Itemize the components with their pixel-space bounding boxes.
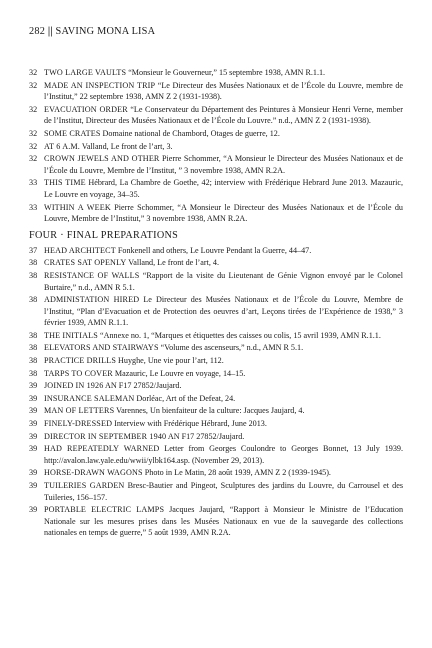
endnote-citation: Huyghe, Une vie pour l’art, 112.	[116, 356, 224, 366]
endnote-keyphrase: CRATES SAT OPENLY	[44, 258, 127, 268]
endnote-citation: “Volume des ascenseurs,” n.d., AMN R 5.1.	[158, 343, 304, 353]
endnote-keyphrase: TUILERIES GARDEN	[44, 481, 125, 490]
endnote-page-number: 33	[29, 178, 38, 188]
endnote-citation: “Le Directeur des Musées Nationaux et de l’École du Louvre, membre de l’Institut,” 22 septembre 1938, AMN Z 2 (1931-1938).	[44, 80, 404, 102]
endnote-citation: Valland, Le front de l’art, 3.	[79, 141, 173, 151]
endnote-keyphrase: MADE AN INSPECTION TRIP	[44, 80, 156, 90]
endnote	[29, 153, 403, 176]
endnote-page-number: 38	[29, 330, 38, 340]
endnote-citation: Fonkenell and others, Le Louvre Pendant la Guerre, 44–47.	[115, 245, 312, 255]
endnote-citation: Letter from Georges Coulondre to Georges Bonnet, 13 July 1939. http://avalon.law.yale.edu/wwii/ylbk164.asp. (November 29, 2013).	[44, 444, 403, 465]
endnote-page-number: 39	[29, 468, 38, 478]
endnote-citation: “Le Conservateur du Département des Peintures à Monsieur Henri Verne, member de l’Institut, Directeur des Musées Nationaux et de l’École du Louvre.” n.d., AMN Z 2 (1931-1938).	[44, 104, 403, 126]
running-header	[29, 26, 155, 37]
endnote-page-number: 38	[29, 356, 38, 366]
endnote	[29, 202, 403, 225]
endnote	[29, 104, 403, 127]
endnote-citation: “Rapport de la visite du Lieutenant de Génie Vignon envoyé par le Colonel Burtaire,” n.d., AMN R 5.1.	[44, 270, 403, 292]
endnote-citation: Varennes, Un bienfaiteur de la culture: Jacques Jaujard, 4.	[114, 406, 305, 416]
endnote-keyphrase: FINELY-DRESSED	[44, 419, 113, 429]
endnote-keyphrase: THE INITIALS	[44, 330, 98, 340]
endnote	[29, 128, 403, 140]
endnote	[29, 393, 403, 405]
endnote-citation: Jacques Jaujard, “Rapport à Monsieur le Ministre de l’Education Nationale sur les mesures prises dans les Musées Nationaux en vue de la sauvegarde des collections nationales en temps de guerre,” 5 août 1939, AMN R.2A.	[44, 505, 404, 538]
endnote-citation: Domaine national de Chambord, Otages de guerre, 12.	[100, 128, 280, 138]
endnote	[29, 467, 403, 479]
endnote-citation: Le Directeur des Musées Nationaux et de l’École du Louvre, Membre de l’Institut, “Plan d’Evacuation et de Protection des oeuvres d’art, Leçons tirées de l’Expérience de 1938,” 3 février 1939, AMN R.1.1.	[44, 295, 403, 328]
endnote-keyphrase: AT 6 A.M.	[44, 141, 80, 151]
endnote-citation: AN F17 27852/Jaujard.	[103, 381, 182, 391]
endnote-page-number: 39	[29, 381, 38, 391]
endnote	[29, 405, 403, 417]
endnote-keyphrase: TWO LARGE VAULTS	[44, 68, 127, 77]
endnote-page-number: 39	[29, 505, 38, 515]
section-dot: ·	[60, 229, 64, 241]
endnote-citation: Mazauric, Le Louvre en voyage, 14–15.	[112, 368, 246, 378]
running-title: SAVING MONA LISA	[55, 26, 156, 37]
endnote-keyphrase: SOME CRATES	[44, 128, 101, 138]
section-title: FINAL PREPARATIONS	[66, 229, 179, 241]
endnote-keyphrase: MAN OF LETTERS	[44, 406, 115, 416]
endnote-page-number: 39	[29, 444, 38, 454]
endnote-citation: Bresc-Bautier and Pingeot, Sculptures des jardins du Louvre, du Carrousel et des Tuileries, 156–157.	[44, 481, 403, 502]
endnote	[29, 270, 403, 293]
header-divider: ||	[47, 26, 53, 37]
endnote-keyphrase: EVACUATION ORDER	[44, 104, 128, 114]
section-number: FOUR	[29, 229, 58, 241]
endnote-page-number: 32	[29, 68, 38, 77]
endnote-keyphrase: INSURANCE SALEMAN	[44, 393, 135, 403]
endnote-page-number: 38	[29, 343, 38, 353]
endnote	[29, 342, 403, 354]
endnote	[29, 257, 403, 269]
endnote	[29, 67, 403, 79]
endnote-keyphrase: ELEVATORS AND STAIRWAYS	[44, 343, 159, 353]
endnote	[29, 80, 403, 103]
endnote	[29, 355, 403, 367]
endnote	[29, 294, 403, 329]
endnote-keyphrase: CROWN JEWELS AND OTHER	[44, 154, 160, 164]
endnote-page-number: 32	[29, 104, 38, 114]
endnote-page-number: 33	[29, 202, 38, 212]
endnote	[29, 480, 403, 503]
endnote	[29, 380, 403, 392]
endnote-page-number: 32	[29, 128, 38, 138]
endnote-keyphrase: WITHIN A WEEK	[44, 202, 111, 212]
endnote	[29, 443, 403, 466]
endnote-keyphrase: HAD REPEATEDLY WARNED	[44, 444, 160, 454]
endnote-citation: “Monsieur le Gouverneur,” 15 septembre 1938, AMN R.1.1.	[126, 68, 326, 77]
endnote	[29, 368, 403, 380]
endnote-citation: Dorléac, Art of the Defeat, 24.	[134, 393, 236, 403]
endnote	[29, 177, 403, 200]
page-number: 282	[29, 26, 46, 37]
endnote-citation: AN F17 27852/Jaujard.	[166, 431, 245, 441]
endnote-page-number: 38	[29, 368, 38, 378]
endnote-page-number: 39	[29, 431, 38, 441]
endnote-page-number: 32	[29, 141, 38, 151]
endnote-citation: Hébrard, La Chambre de Goethe, 42; interview with Frédérique Hebrard June 2013. Mazauric, Le Louvre en voyage, 34–35.	[44, 178, 403, 199]
endnote-page-number: 39	[29, 393, 38, 403]
endnote-keyphrase: TARPS TO COVER	[44, 368, 113, 378]
endnote-keyphrase: JOINED IN 1926	[44, 381, 104, 391]
endnote-keyphrase: PRACTICE DRILLS	[44, 356, 116, 366]
endnote-page-number: 39	[29, 406, 38, 416]
endnotes-group-chapter-four	[29, 245, 403, 539]
section-heading	[29, 230, 403, 241]
endnote-page-number: 32	[29, 80, 38, 90]
endnote-citation: “Annexe no. 1, “Marques et étiquettes des caisses ou colis, 15 avril 1939, AMN R.1.1.	[97, 330, 381, 340]
endnote-keyphrase: THIS TIME	[44, 178, 86, 188]
endnote	[29, 141, 403, 153]
endnotes	[29, 67, 403, 540]
endnote-page-number: 38	[29, 270, 38, 280]
endnote-keyphrase: PORTABLE ELECTRIC LAMPS	[44, 505, 165, 515]
endnote-keyphrase: ADMINISTATION HIRED	[44, 295, 140, 305]
endnote-citation: Photo in Le Matin, 28 août 1939, AMN Z 2 (1939-1945).	[142, 468, 331, 478]
endnote-page-number: 39	[29, 419, 38, 429]
endnote-page-number: 38	[29, 295, 38, 305]
endnote-keyphrase: HEAD ARCHITECT	[44, 245, 116, 255]
endnote	[29, 245, 403, 257]
endnote-keyphrase: RESISTANCE OF WALLS	[44, 270, 140, 280]
endnote	[29, 330, 403, 342]
endnotes-group-chapter-three	[29, 67, 403, 225]
endnote-citation: Interview with Frédérique Hébrard, June 2013.	[112, 419, 267, 429]
endnote-citation: Valland, Le front de l’art, 4.	[126, 258, 219, 268]
endnote-page-number: 39	[29, 481, 38, 490]
endnote-keyphrase: DIRECTOR IN SEPTEMBER 1940	[44, 431, 167, 441]
endnote-citation: Pierre Schommer, “A Monsieur le Directeur des Musées Nationaux et de l’École du Louvre, Membre de l’Institut, ” 3 novembre 1938, AMN R.2A.	[44, 154, 404, 175]
endnote	[29, 504, 403, 539]
endnote	[29, 431, 403, 443]
endnote-page-number: 38	[29, 258, 38, 268]
endnote	[29, 418, 403, 430]
endnote-page-number: 37	[29, 245, 38, 255]
endnote-page-number: 32	[29, 154, 38, 164]
endnote-citation: Pierre Schommer, “A Monsieur le Directeur des Musées Nationaux et de l’École du Louvre, Membre de l’Institut,” 3 novembre 1938, AMN R.2A.	[44, 202, 403, 224]
endnote-keyphrase: HORSE-DRAWN WAGONS	[44, 468, 143, 478]
